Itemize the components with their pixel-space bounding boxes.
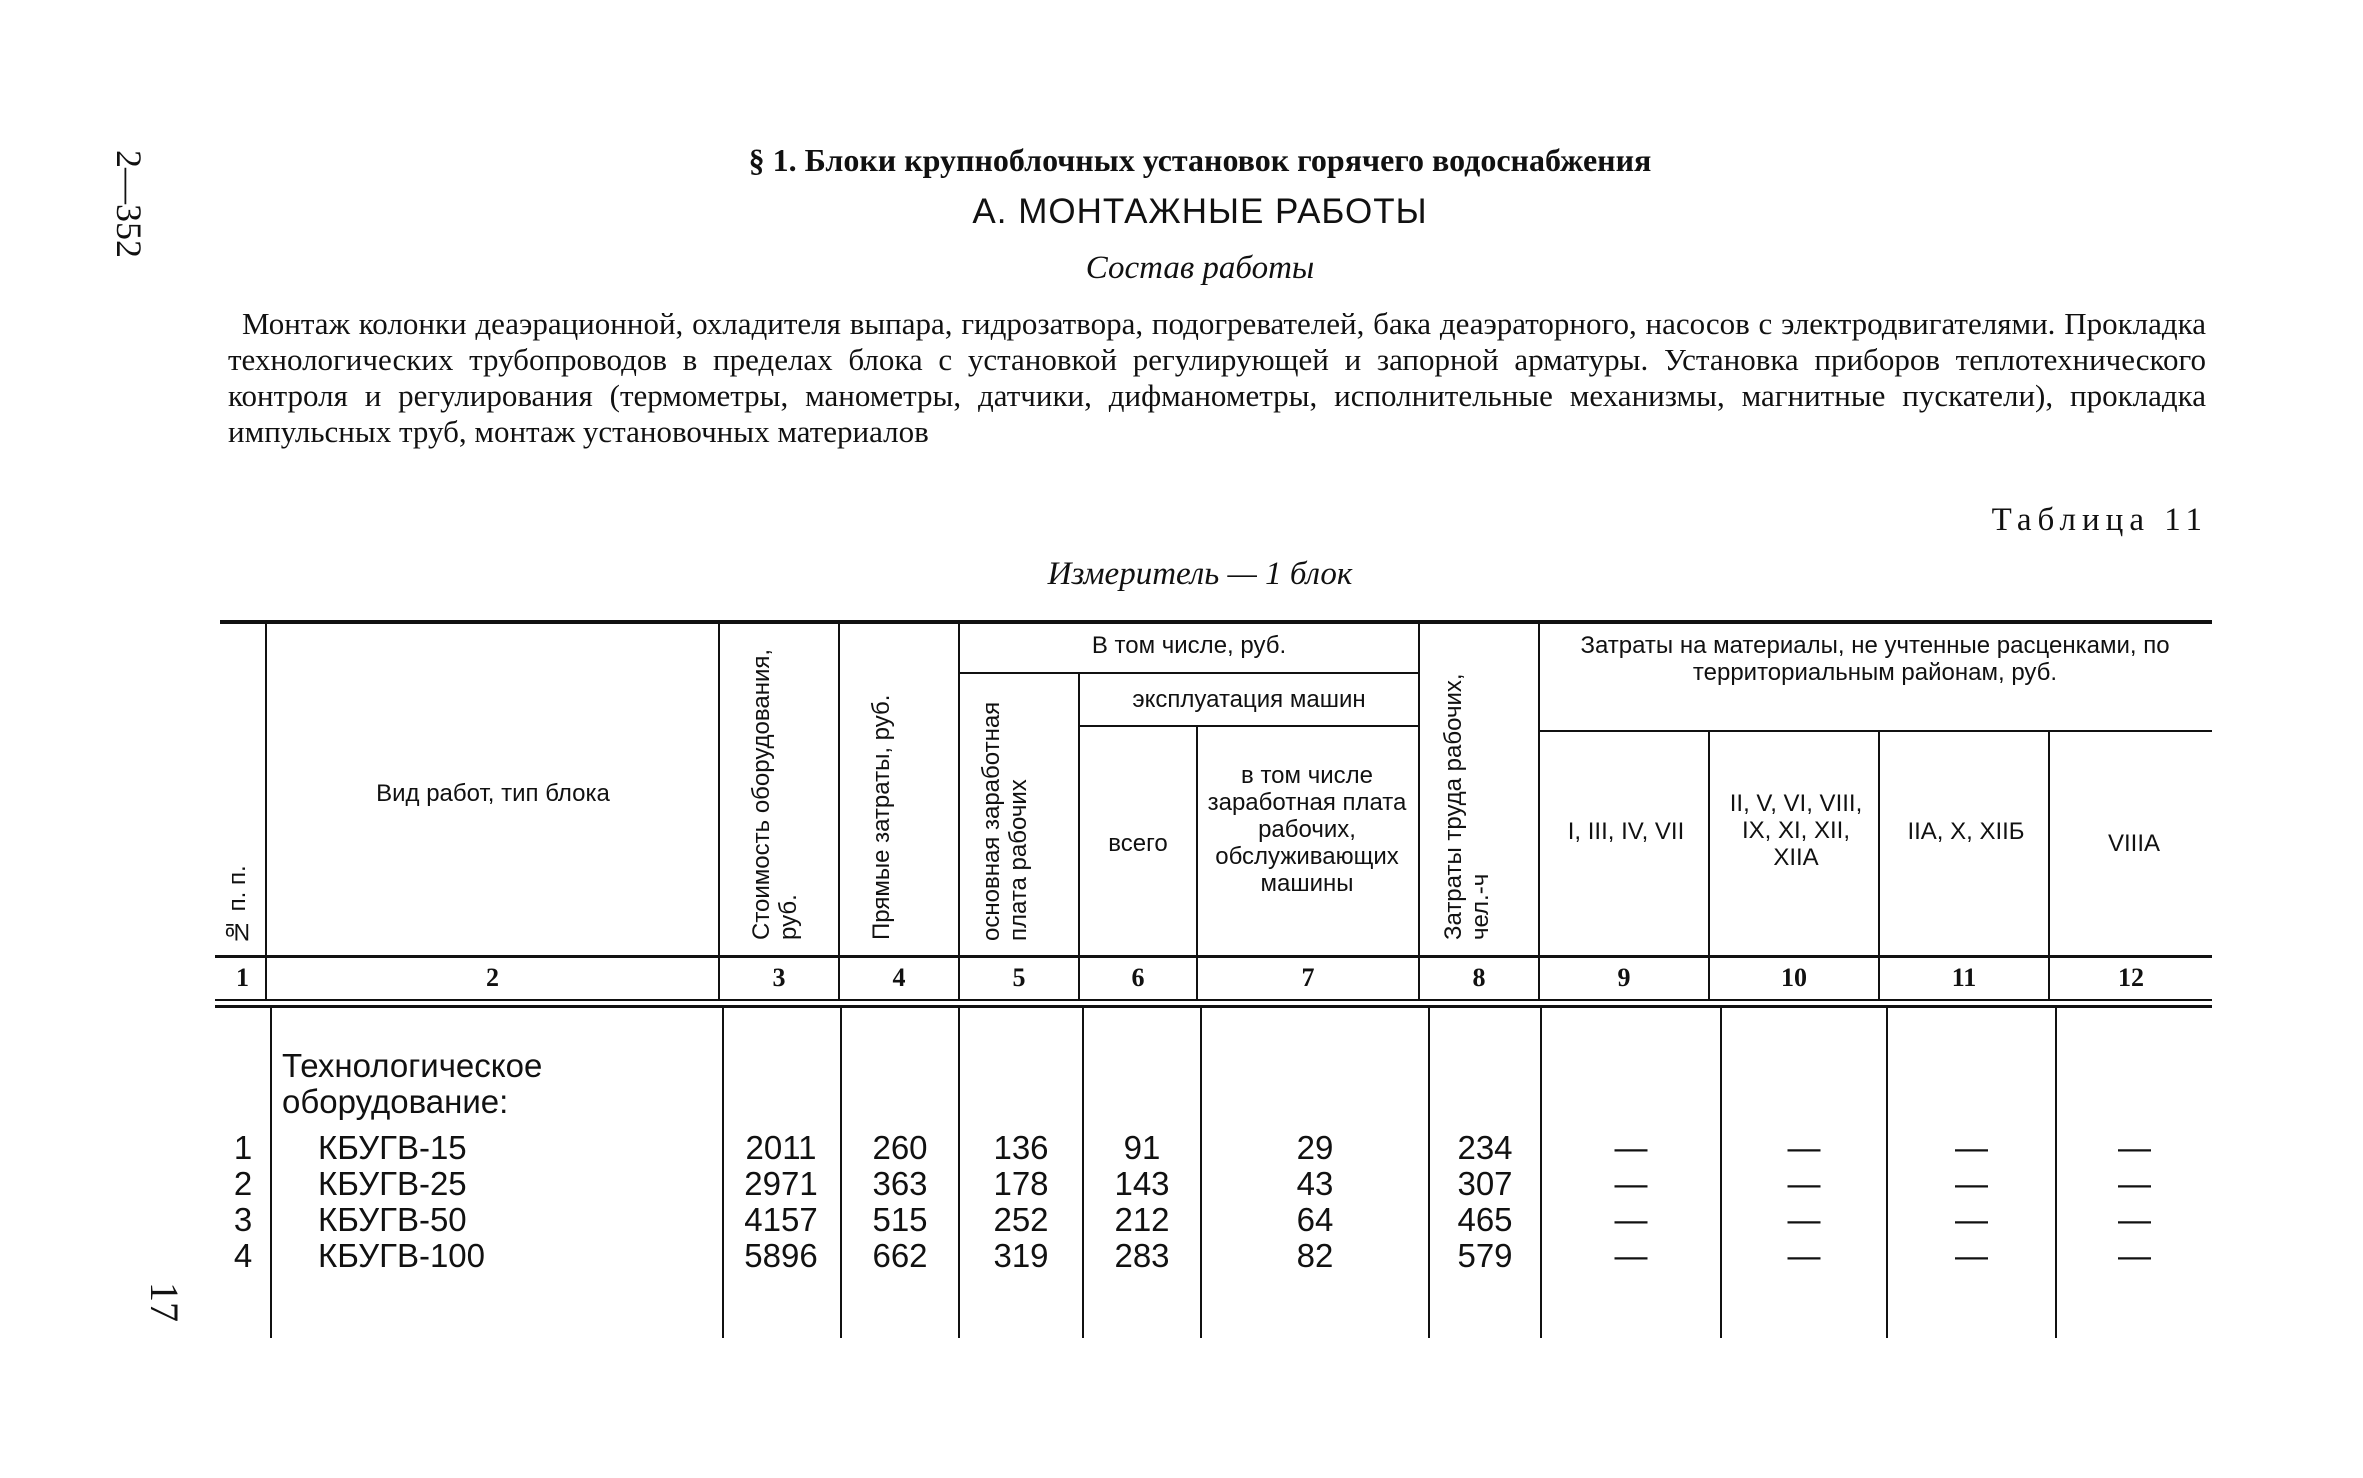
row-region-3: — [1955, 1129, 1988, 1166]
section-heading: § 1. Блоки крупноблочных установок горячего водоснабжения [748, 142, 1652, 178]
row-number: 4 [233, 1237, 253, 1274]
row-region-2: — [1787, 1237, 1821, 1274]
row-direct-costs: 515 [872, 1201, 928, 1238]
row-direct-costs: 260 [872, 1129, 928, 1166]
header-machines-total: всего [1108, 830, 1168, 857]
header-equipment-cost: Стоимость оборудования, руб. [748, 648, 802, 940]
row-equipment-cost: 2011 [745, 1129, 817, 1166]
row-direct-costs: 363 [872, 1165, 928, 1202]
row-base-wage: 252 [993, 1201, 1049, 1238]
row-machines-total: 143 [1114, 1165, 1170, 1202]
row-block-type: КБУГВ-100 [318, 1237, 486, 1274]
row-block-type: КБУГВ-25 [318, 1165, 467, 1202]
row-block-type: КБУГВ-15 [318, 1129, 467, 1166]
row-number: 2 [233, 1165, 253, 1202]
row-region-4: — [2118, 1165, 2151, 1202]
row-region-4: — [2118, 1129, 2151, 1166]
row-labor-costs: 579 [1457, 1237, 1513, 1274]
row-labor-costs: 465 [1457, 1201, 1513, 1238]
row-region-1: — [1614, 1129, 1648, 1166]
column-number: 5 [1012, 963, 1026, 992]
column-number: 6 [1131, 963, 1145, 992]
table-number: Таблица 11 [1991, 502, 2208, 538]
row-region-2: — [1787, 1165, 1821, 1202]
column-number: 1 [236, 963, 249, 992]
header-materials: Затраты на материалы, не учтенные расценками, по территориальным районам, руб. [1580, 632, 2170, 686]
column-number: 4 [892, 963, 906, 992]
column-number: 8 [1472, 963, 1486, 992]
column-number: 7 [1301, 963, 1315, 992]
row-labor-costs: 234 [1457, 1129, 1513, 1166]
column-number: 2 [486, 963, 499, 992]
row-equipment-cost: 2971 [744, 1165, 818, 1202]
margin-page-number: 17 [142, 1282, 187, 1322]
header-machine-operation: эксплуатация машин [1132, 686, 1366, 713]
row-region-4: — [2118, 1237, 2151, 1274]
header-base-wage: основная заработная плата рабочих [978, 701, 1032, 941]
header-direct-costs: Прямые затраты, руб. [868, 694, 895, 940]
row-base-wage: 136 [993, 1129, 1049, 1166]
table-unit: Измеритель — 1 блок [1047, 556, 1353, 592]
header-work-type: Вид работ, тип блока [376, 780, 610, 807]
row-machine-wage: 43 [1296, 1165, 1334, 1202]
row-machines-total: 91 [1123, 1129, 1161, 1166]
row-machine-wage: 64 [1296, 1201, 1334, 1238]
column-number: 12 [2118, 963, 2144, 992]
header-region-4: VIIIA [2107, 830, 2161, 857]
row-equipment-cost: 4157 [744, 1201, 818, 1238]
header-machine-wage: в том числе заработная плата рабочих, обслуживающих машины [1207, 762, 1407, 897]
column-number: 3 [772, 963, 786, 992]
row-base-wage: 178 [993, 1165, 1049, 1202]
composition-heading: Состав работы [1085, 250, 1315, 286]
row-region-1: — [1614, 1237, 1648, 1274]
row-region-2: — [1787, 1129, 1821, 1166]
row-number: 1 [233, 1129, 253, 1166]
header-including: В том числе, руб. [1091, 632, 1287, 659]
header-labor-costs: Затраты труда рабочих, чел.-ч [1440, 673, 1494, 940]
row-equipment-cost: 5896 [744, 1237, 818, 1274]
column-number: 11 [1951, 963, 1977, 992]
header-region-1: I, III, IV, VII [1567, 818, 1685, 845]
row-block-type: КБУГВ-50 [318, 1201, 467, 1238]
row-base-wage: 319 [993, 1237, 1049, 1274]
row-region-2: — [1787, 1201, 1821, 1238]
row-region-3: — [1955, 1201, 1988, 1238]
work-description: Монтаж колонки деаэрационной, охладителя выпара, гидрозатвора, подогревателей, бака деаэраторного, насосов с электродвигателями. Прокладка технологических трубопроводов в пределах блока с установкой регулирующей и запорной арматуры. Установка приборов теплотехнического контроля и регулирования (термометры, манометры, датчики, дифманометры, исполнительные механизмы, магнитные пускатели), прокладка импульсных труб, монтаж установочных материалов [228, 306, 2206, 449]
row-labor-costs: 307 [1457, 1165, 1513, 1202]
row-machines-total: 283 [1114, 1237, 1170, 1274]
column-number: 10 [1781, 963, 1807, 992]
margin-code: 2—352 [109, 150, 149, 258]
row-machines-total: 212 [1114, 1201, 1170, 1238]
row-region-4: — [2118, 1201, 2151, 1238]
row-direct-costs: 662 [872, 1237, 928, 1274]
header-region-3: IIA, X, XIIБ [1907, 818, 2025, 845]
column-number: 9 [1617, 963, 1631, 992]
row-machine-wage: 82 [1296, 1237, 1334, 1274]
row-region-1: — [1614, 1201, 1648, 1238]
row-number: 3 [233, 1201, 253, 1238]
subsection-heading: А. МОНТАЖНЫЕ РАБОТЫ [972, 192, 1428, 231]
row-region-3: — [1955, 1165, 1988, 1202]
row-region-3: — [1955, 1237, 1988, 1274]
row-region-1: — [1614, 1165, 1648, 1202]
header-region-2: II, V, VI, VIII, IX, XI, XII, XIIA [1729, 790, 1863, 871]
group-title: Технологическое оборудование: [282, 1047, 543, 1120]
header-col-number: № п. п. [224, 865, 251, 945]
row-machine-wage: 29 [1296, 1129, 1334, 1166]
